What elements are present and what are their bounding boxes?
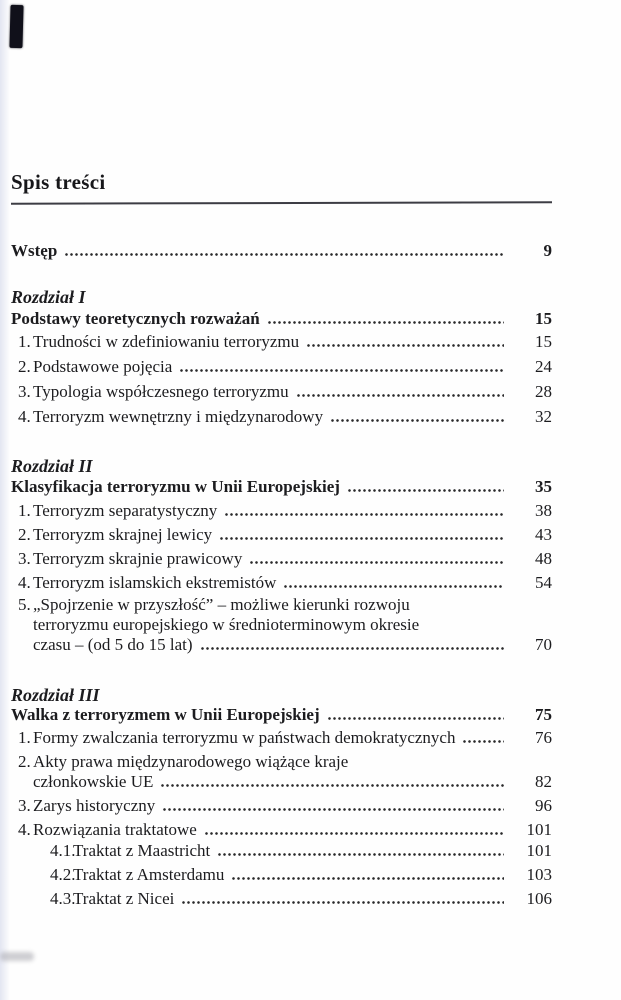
page-title: Spis treści xyxy=(11,170,106,194)
entry-label: Formy zwalczania terroryzmu w państwach demokratycznych xyxy=(33,728,456,747)
page-number: 96 xyxy=(535,796,552,815)
page-number: 15 xyxy=(535,332,552,351)
toc-entry xyxy=(18,728,552,748)
entry-label: Rozdział II xyxy=(11,456,93,476)
entry-number: 4. xyxy=(18,820,31,839)
entry-label: Klasyfikacja terroryzmu w Unii Europejskiej xyxy=(11,477,340,496)
dot-leader xyxy=(219,537,504,540)
toc-entry xyxy=(11,241,552,261)
dot-leader xyxy=(306,344,504,347)
entry-number: 4.3. xyxy=(50,889,76,908)
toc-entry xyxy=(33,635,552,655)
dot-leader xyxy=(249,561,504,564)
entry-label: czasu – (od 5 do 15 lat) xyxy=(33,635,193,654)
entry-label: Terroryzm skrajnej lewicy xyxy=(33,525,213,544)
entry-label: Rozdział I xyxy=(11,287,86,307)
toc-entry xyxy=(18,407,552,427)
page-number: 24 xyxy=(535,357,552,376)
entry-label: Zarys historyczny xyxy=(33,796,156,815)
entry-label: „Spojrzenie w przyszłość” – możliwe kierunki rozwoju xyxy=(33,595,410,614)
entry-label: Traktat z Nicei xyxy=(73,889,175,908)
entry-number: 2. xyxy=(18,752,31,771)
entry-number: 4.2. xyxy=(50,865,76,884)
dot-leader xyxy=(347,489,504,492)
toc-entry xyxy=(50,889,552,909)
dot-leader xyxy=(204,832,504,835)
dot-leader xyxy=(330,419,504,422)
scan-edge-shading xyxy=(0,0,10,1000)
dot-leader xyxy=(231,877,504,880)
entry-number: 3. xyxy=(18,549,31,568)
toc-entry xyxy=(18,357,552,377)
entry-number: 5. xyxy=(18,595,31,614)
dot-leader xyxy=(283,585,504,588)
entry-label: Typologia współczesnego terroryzmu xyxy=(33,382,289,401)
toc-entry xyxy=(50,841,552,861)
dot-leader xyxy=(64,253,504,256)
entry-number: 1. xyxy=(18,728,31,747)
entry-number: 2. xyxy=(18,357,31,376)
entry-number: 4. xyxy=(18,573,31,592)
entry-label: Terroryzm wewnętrzny i międzynarodowy xyxy=(33,407,324,426)
toc-entry xyxy=(18,796,552,816)
entry-label: Walka z terroryzmem w Unii Europejskiej xyxy=(11,705,320,724)
dot-leader xyxy=(217,853,504,856)
entry-number: 1. xyxy=(18,501,31,520)
entry-label: członkowskie UE xyxy=(33,772,154,791)
dot-leader xyxy=(462,740,504,743)
entry-number: 1. xyxy=(18,332,31,351)
toc-entry xyxy=(18,332,552,352)
dot-leader xyxy=(181,901,504,904)
page-number: 75 xyxy=(535,705,552,724)
toc-entry xyxy=(18,501,552,521)
entry-label: Akty prawa międzynarodowego wiążące kraje xyxy=(33,752,349,771)
toc-entry xyxy=(33,772,552,792)
page-number: 76 xyxy=(535,728,552,747)
dot-leader xyxy=(296,394,504,397)
entry-number: 3. xyxy=(18,796,31,815)
toc-entry xyxy=(18,573,552,593)
dot-leader xyxy=(327,717,504,720)
entry-label: Trudności w zdefiniowaniu terroryzmu xyxy=(33,332,300,351)
toc-entry xyxy=(11,309,552,329)
entry-label: Podstawy teoretycznych rozważań xyxy=(11,309,260,328)
chapter-heading xyxy=(11,286,552,308)
page-number: 35 xyxy=(535,477,552,496)
toc-entry xyxy=(50,865,552,885)
page-number: 106 xyxy=(526,889,552,908)
page-number: 54 xyxy=(535,573,552,592)
page-number: 82 xyxy=(535,772,552,791)
dot-leader xyxy=(162,808,504,811)
toc-entry xyxy=(18,595,552,615)
toc-entry xyxy=(18,382,552,402)
entry-label: Traktat z Maastricht xyxy=(73,841,211,860)
page-number: 28 xyxy=(535,382,552,401)
dot-leader xyxy=(160,784,504,787)
toc-entry xyxy=(18,820,552,840)
entry-number: 4.1. xyxy=(50,841,76,860)
entry-label: Terroryzm islamskich ekstremistów xyxy=(33,573,277,592)
page-number: 103 xyxy=(526,865,552,884)
page-number: 32 xyxy=(535,407,552,426)
entry-label: Terroryzm separatystyczny xyxy=(33,501,218,520)
dot-leader xyxy=(179,369,504,372)
dot-leader xyxy=(200,647,504,650)
entry-number: 4. xyxy=(18,407,31,426)
page-number: 38 xyxy=(535,501,552,520)
toc-entry xyxy=(11,477,552,497)
entry-label: terroryzmu europejskiego w średnioterminowym okresie xyxy=(33,615,420,634)
dot-leader xyxy=(267,321,504,324)
entry-label: Traktat z Amsterdamu xyxy=(73,865,225,884)
scan-artifact-mark xyxy=(9,5,23,48)
chapter-heading xyxy=(11,455,552,477)
toc-entry xyxy=(18,525,552,545)
scan-smudge xyxy=(0,952,34,961)
title-rule xyxy=(11,201,552,204)
dot-leader xyxy=(224,513,504,516)
entry-label: Rozdział III xyxy=(11,685,100,705)
page-number: 70 xyxy=(535,635,552,654)
toc-entry xyxy=(33,615,552,635)
page-number: 9 xyxy=(543,241,552,260)
toc-entry xyxy=(18,752,552,772)
entry-number: 3. xyxy=(18,382,31,401)
page-number: 101 xyxy=(526,820,552,839)
toc-entry xyxy=(11,705,552,725)
entry-label: Podstawowe pojęcia xyxy=(33,357,173,376)
page-number: 15 xyxy=(535,309,552,328)
page-number: 43 xyxy=(535,525,552,544)
page-number: 101 xyxy=(526,841,552,860)
page-number: 48 xyxy=(535,549,552,568)
entry-label: Rozwiązania traktatowe xyxy=(33,820,197,839)
chapter-heading xyxy=(11,684,552,706)
entry-label: Terroryzm skrajnie prawicowy xyxy=(33,549,243,568)
entry-label: Wstęp xyxy=(11,241,58,260)
entry-number: 2. xyxy=(18,525,31,544)
toc-entry xyxy=(18,549,552,569)
